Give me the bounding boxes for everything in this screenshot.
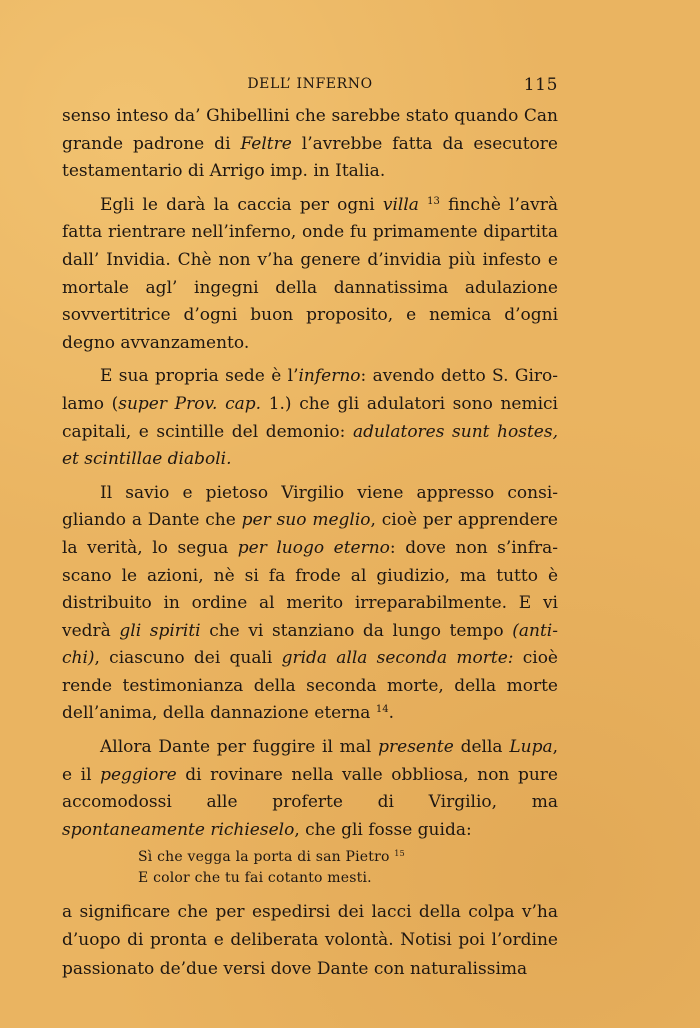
italic-term: per luogo eterno <box>237 537 390 558</box>
header-title: DELL’ INFERNO <box>247 76 373 92</box>
paragraph: a significare che per espedirsi dei lacci della colpa v’ha d’uopo di pronta e deliberata volontà. Notisi poi l’ordine passionato de’due versi dove Dante con naturalissima <box>62 902 558 979</box>
footnote-marker: 13 <box>427 195 440 207</box>
paragraph: Egli le darà la caccia per ogni villa $^{13}$ finchè l’avrà fatta rientrare nell’inferno, onde fu primamente dipartita dall’ Invidia. Chè non v’ha genere d’invidia più infesto e mortale agl’ ingegni della dannatissima adulazione sovvertitrice d’ogni buon proposito, e nemica d’ogni degno avvanzamento. <box>62 194 559 353</box>
italic-term: gli spiriti <box>119 620 201 641</box>
paragraph: Allora Dante per fuggire il mal presente della Lupa, e il peggiore di rovinare nella valle obbliosa, non pure accomodossi alle proferte di Virgilio, ma spontaneamente richieselo, che gli fosse guida: <box>62 737 558 840</box>
footnote-marker: 15 <box>394 849 405 858</box>
italic-term: peggiore <box>100 764 177 785</box>
paragraph: senso inteso da’ Ghibellini che sarebbe stato quando Can grande padrone di Feltre l’avrebbe fatta da esecutore testamentario di Arrigo imp. in Italia. <box>62 106 558 182</box>
italic-term: grida alla seconda morte: <box>281 648 514 669</box>
latin-quote: adulatores sunt hostes, et scintillae diaboli. <box>62 421 558 470</box>
italic-term: per suo meglio <box>241 510 371 531</box>
verse-line: Sì che vegga la porta di san Pietro $^{15}$ <box>138 849 405 865</box>
italic-term: Feltre <box>240 133 292 154</box>
italic-term: presente <box>378 737 454 758</box>
paragraph: E sua propria sede è l’inferno: avendo detto S. Girolamo (super Prov. cap. 1.) che gli adulatori sono nemici capitali, e scintille del demonio: adulatores sunt hostes, et scintillae diaboli. <box>62 366 558 470</box>
italic-term: villa <box>382 194 419 215</box>
page-number: 115 <box>523 75 558 95</box>
italic-term: inferno <box>298 366 361 387</box>
italic-term: (antichi) <box>62 620 558 669</box>
main-text <box>62 103 558 844</box>
verse-quote <box>138 847 518 889</box>
italic-term: Lupa <box>509 737 553 758</box>
continuation-text <box>62 898 558 983</box>
verse-line: E color che tu fai cotanto mesti. <box>138 870 372 886</box>
footnote-marker: 14 <box>375 704 389 716</box>
italic-term: spontaneamente richieselo <box>62 819 295 840</box>
running-header <box>62 76 558 96</box>
paragraph: Il savio e pietoso Virgilio viene appresso consigliando a Dante che per suo meglio, cioè per apprendere la verità, lo segua per luogo eterno: dove non s’infrascano le azioni, nè si fa frode al giudizio, ma tutto è distribuito in ordine al merito irreparabilmente. E vi vedrà gli spiriti che vi stanziano da lungo tempo (antichi), ciascuno dei quali grida alla seconda morte: cioè rende testimonianza della seconda morte, della morte dell’anima, della dannazione eterna $^{14}$. <box>62 482 558 724</box>
italic-term: super Prov. cap. <box>118 393 262 414</box>
